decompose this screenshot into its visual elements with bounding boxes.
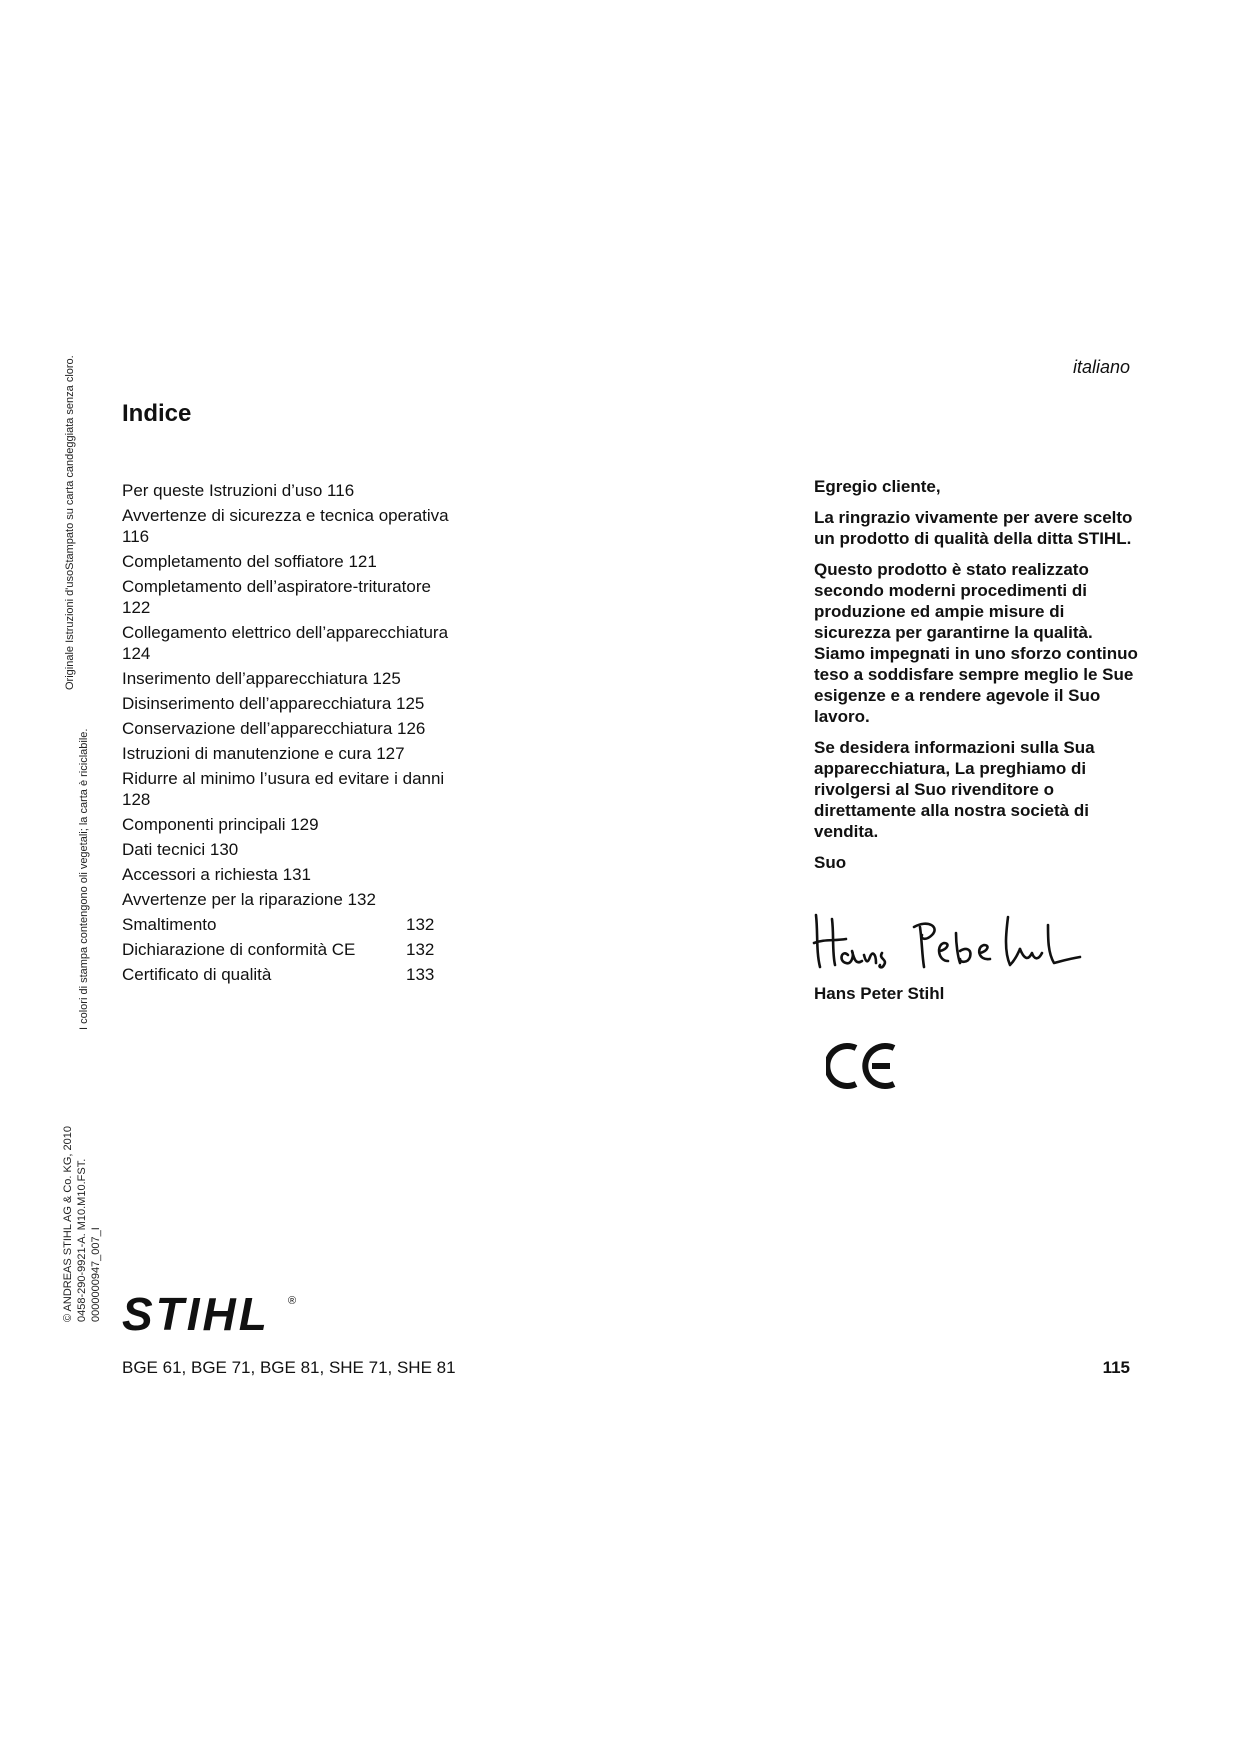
copyright-line-3: 0000000947_007_I [90,1227,102,1322]
letter-closing: Suo [814,853,847,872]
toc-entry[interactable]: Accessori a richiesta 131 [122,865,311,884]
toc-entry[interactable]: Certificato di qualità 133 [122,965,435,984]
handwritten-signature [810,905,1090,977]
toc-page-number: 132 [406,915,435,934]
toc-entry[interactable]: Istruzioni di manutenzione e cura 127 [122,744,405,763]
stihl-logo [122,1288,302,1338]
toc-page-number: 132 [406,940,435,959]
toc-entry[interactable]: Disinserimento dell’apparecchiatura 125 [122,694,425,713]
copyright-line-2: 0458-290-9921-A. M10.M10.FST. [76,1158,88,1322]
toc-entry[interactable]: Avvertenze di sicurezza e tecnica operativa 116 [122,506,449,546]
toc-entry[interactable]: Collegamento elettrico dell’apparecchiatura 124 [122,623,449,663]
toc-entry[interactable]: Ridurre al minimo l’usura ed evitare i danni 128 [122,769,445,809]
copyright-line-1: © ANDREAS STIHL AG & Co. KG, 2010 [62,1126,74,1322]
toc-title: Indice [122,400,192,427]
toc-entry[interactable]: Dati tecnici 130 [122,840,239,859]
toc-entry[interactable]: Inserimento dell’apparecchiatura 125 [122,669,401,688]
toc-page-number: 133 [406,965,435,984]
toc-entry[interactable]: Completamento del soffiatore 121 [122,552,377,571]
side-note-original: Originale Istruzioni d'usoStampato su carta candeggiata senza cloro. [64,355,76,690]
toc-entry[interactable]: Conservazione dell’apparecchiatura 126 [122,719,426,738]
toc-entry[interactable]: Avvertenze per la riparazione 132 [122,890,376,909]
letter-paragraph: La ringrazio vivamente per avere scelto un prodotto di qualità della ditta STIHL. [814,508,1133,548]
letter-greeting: Egregio cliente, [814,477,941,496]
table-of-contents [122,480,452,989]
welcome-letter [814,476,1144,883]
toc-entry[interactable]: Completamento dell’aspiratore-trituratore 122 [122,577,431,617]
page-number: 115 [1102,1358,1130,1377]
toc-entry[interactable]: Smaltimento 132 [122,915,435,934]
model-list: BGE 61, BGE 71, BGE 81, SHE 71, SHE 81 [122,1358,456,1377]
language-label: italiano [1072,357,1130,377]
ce-mark-icon [826,1040,900,1092]
svg-text:STIHL: STIHL [122,1288,270,1338]
signer-name: Hans Peter Stihl [814,984,945,1003]
svg-text:®: ® [288,1295,297,1307]
toc-entry[interactable]: Componenti principali 129 [122,815,319,834]
toc-entry[interactable]: Per queste Istruzioni d’uso 116 [122,481,355,500]
svg-text:CE: CE [826,1040,828,1041]
toc-entry[interactable]: Dichiarazione di conformità CE 132 [122,940,435,959]
side-note-inks: I colori di stampa contengono oli vegetali; la carta è riciclabile. [78,728,90,1030]
signature-text: Hans Peter Stihl [810,905,818,906]
letter-paragraph: Se desidera informazioni sulla Sua apparecchiatura, La preghiamo di rivolgersi al Suo rivenditore o direttamente alla nostra società di vendita. [814,738,1095,841]
letter-paragraph: Questo prodotto è stato realizzato secondo moderni procedimenti di produzione ed ampie misure di sicurezza per garantirne la qualità. Siamo impegnati in uno sforzo continuo teso a soddisfare sempre meglio le Sue esigenze e a rendere agevole il Suo lavoro. [814,560,1138,726]
